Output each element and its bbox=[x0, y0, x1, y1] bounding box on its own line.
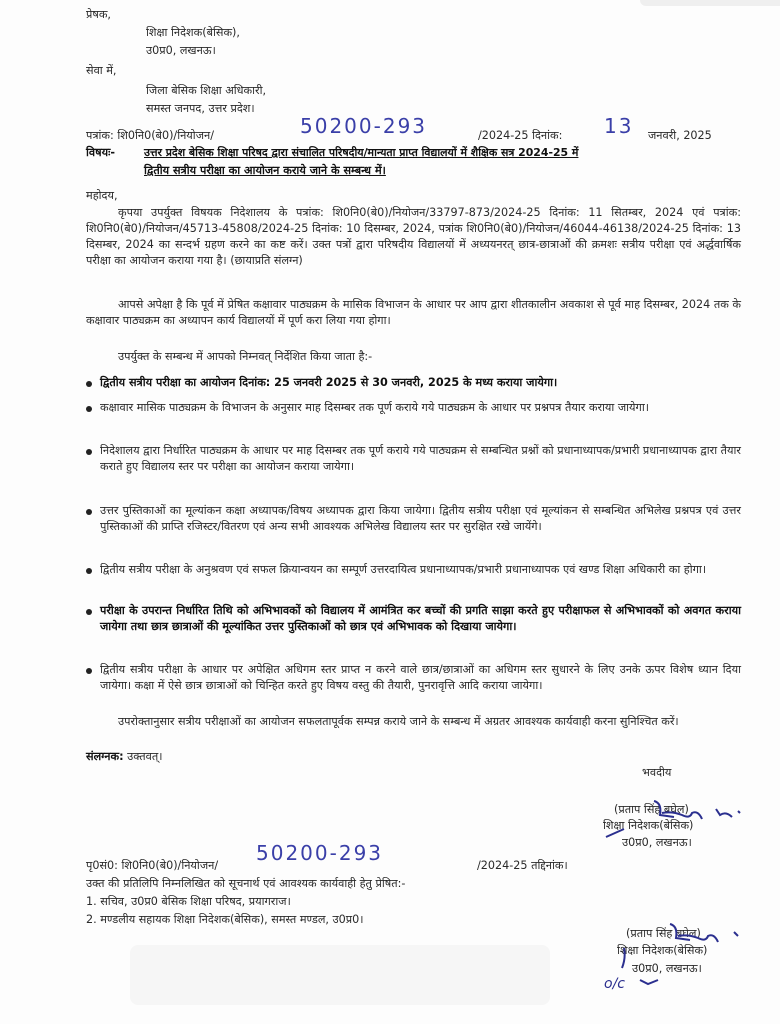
bullet-remedial: द्वितीय सत्रीय परीक्षा के आधार पर अपेक्षित अधिगम स्तर प्राप्त न करने वाले छात्र/छात्राओं का अधिगम स्तर सुधारने के लिए उनके ऊपर विशेष ध्यान दिया जायेगा। कक्षा में ऐसे छात्र छात्राओं को चिन्हित करते हुए विषय वस्तु की तैयारी, पुनरावृत्ति आदि कराया जायेगा। bbox=[100, 663, 741, 692]
paragraph-references: कृपया उपर्युक्त विषयक निदेशालय के पत्रांक: शि0नि0(बे0)/नियोजन/33797-873/2024-25 दिनांक: 11 सितम्बर, 2024 एवं पत्रांक: शि0नि0(बे0)/नियोजन/45713-45808/2024-25 दिनांक: 10 दिसम्बर, 2024, पत्रांक शि0नि0(बे0)/नियोजन/46044-46138/2024-25 दिनांक: 13 दिसम्बर, 2024 का सन्दर्भ ग्रहण करने का कष्ट करें। उक्त पत्रों द्वारा परिषदीय विद्यालयों में अध्ययनरत् छात्र-छात्राओं की क्रमशः सत्रीय परीक्षा एवं अर्द्धवार्षिक परीक्षा का आयोजन कराया गया है। (छायाप्रति संलग्न) bbox=[86, 206, 741, 267]
bullet-school-level-exam: निदेशालय द्वारा निर्धारित पाठ्यक्रम के आधार पर माह दिसम्बर तक पूर्ण कराये गये पाठ्यक्रम से सम्बन्धित प्रश्नों को प्रधानाध्यापक/प्रभारी प्रधानाध्यापक द्वारा तैयार कराते हुए विद्यालय स्तर पर परीक्षा का आयोजन कराया जायेगा। bbox=[100, 444, 741, 473]
signatory-2-place: उ0प्र0, लखनऊ। bbox=[632, 962, 702, 975]
bullet-icon bbox=[86, 449, 92, 455]
page-corner-shadow bbox=[640, 0, 780, 6]
bullet-icon bbox=[86, 406, 92, 412]
signatory-2-name: (प्रताप सिंह बघेल) bbox=[626, 927, 701, 940]
letter-ref-year: /2024-25 दिनांक: bbox=[478, 129, 563, 142]
signature-2-mark bbox=[610, 918, 780, 998]
bullet-question-paper: कक्षावार मासिक पाठ्यक्रम के विभाजन के अनुसार माह दिसम्बर तक पूर्ण कराये गये पाठ्यक्रम के आधार पर प्रश्नपत्र तैयार कराया जायेगा। bbox=[100, 401, 649, 414]
enclosure-value: उक्तवत्। bbox=[127, 750, 163, 763]
paragraph-expectation: आपसे अपेक्षा है कि पूर्व में प्रेषित कक्षावार पाठ्यक्रम के मासिक विभाजन के आधार पर आप द्वारा शीतकालीन अवकाश से पूर्व माह दिसम्बर, 2024 तक के कक्षावार पाठ्यक्रम का अध्यापन कार्य विद्यालयों में पूर्ण करा लिया गया होगा। bbox=[86, 298, 741, 327]
handwritten-letter-number: 50200-293 bbox=[300, 114, 428, 138]
signature-mark bbox=[596, 795, 766, 845]
sender-name: शिक्षा निदेशक(बेसिक), bbox=[146, 26, 240, 39]
recipient-label: सेवा में, bbox=[86, 64, 117, 77]
handwritten-note: o/c bbox=[604, 976, 625, 992]
subject-line-1: उत्तर प्रदेश बेसिक शिक्षा परिषद द्वारा संचालित परिषदीय/मान्यता प्राप्त विद्यालयों में शैक्षिक सत्र 2024-25 में bbox=[144, 146, 579, 159]
salutation: महोदय, bbox=[86, 189, 118, 202]
letter-ref-month-year: जनवरी, 2025 bbox=[648, 129, 712, 142]
signatory-2-title: शिक्षा निदेशक(बेसिक) bbox=[617, 944, 708, 957]
bullet-icon bbox=[86, 381, 92, 387]
endorsement-prefix: पृ0सं0: शि0नि0(बे0)/नियोजन/ bbox=[86, 859, 219, 872]
endorsement-suffix: /2024-25 तद्दिनांक। bbox=[477, 859, 568, 872]
bullet-icon bbox=[86, 609, 92, 615]
bullet-exam-dates: द्वितीय सत्रीय परीक्षा का आयोजन दिनांक: 25 जनवरी 2025 से 30 जनवरी, 2025 के मध्य कराया जायेगा। bbox=[100, 376, 558, 389]
recipient-name: जिला बेसिक शिक्षा अधिकारी, bbox=[146, 84, 267, 97]
signatory-place: उ0प्र0, लखनऊ। bbox=[622, 836, 692, 849]
letter-ref-prefix: पत्रांक: शि0नि0(बे0)/नियोजन/ bbox=[86, 129, 214, 142]
closing-paragraph: उपरोक्तानुसार सत्रीय परीक्षाओं का आयोजन सफलतापूर्वक सम्पन्न कराये जाने के सम्बन्ध में अग्रतर आवश्यक कार्यवाही करना सुनिश्चित करें। bbox=[118, 715, 679, 728]
handwritten-day: 13 bbox=[604, 114, 634, 138]
subject-line-2: द्वितीय सत्रीय परीक्षा का आयोजन कराये जाने के सम्बन्ध में। bbox=[144, 164, 386, 177]
bullet-parent-meeting: परीक्षा के उपरान्त निर्धारित तिथि को अभिभावकों को विद्यालय में आमंत्रित कर बच्चों की प्रगति साझा करते हुए परीक्षाफल से अभिभावकों को अवगत कराया जायेगा तथा छात्र छात्राओं की मूल्यांकित उत्तर पुस्तिकाओं को छात्र एवं अभिभावक को दिखाया जायेगा। bbox=[100, 604, 741, 633]
bullet-icon bbox=[86, 668, 92, 674]
sender-label: प्रेषक, bbox=[86, 8, 111, 21]
bullet-icon bbox=[86, 509, 92, 515]
subject-label: विषयः- bbox=[86, 146, 115, 159]
bullet-evaluation: उत्तर पुस्तिकाओं का मूल्यांकन कक्षा अध्यापक/विषय अध्यापक द्वारा किया जायेगा। द्वितीय सत्रीय परीक्षा एवं मूल्यांकन से सम्बन्धित अभिलेख प्रश्नपत्र एवं उत्तर पुस्तिकाओं की प्राप्ति रजिस्टर/वितरण एवं अन्य सभी आवश्यक अभिलेख विद्यालय स्तर पर सुरक्षित रखे जायेंगे। bbox=[100, 504, 741, 533]
signatory-title: शिक्षा निदेशक(बेसिक) bbox=[603, 819, 694, 832]
sender-place: उ0प्र0, लखनऊ। bbox=[146, 44, 216, 57]
paragraph-directive-intro: उपर्युक्त के सम्बन्ध में आपको निम्नवत् निर्देशित किया जाता है:- bbox=[118, 350, 373, 363]
signatory-name: (प्रताप सिंह बघेल) bbox=[614, 803, 689, 816]
bullet-icon bbox=[86, 568, 92, 574]
scan-smudge bbox=[130, 945, 550, 1005]
endorsement-intro: उक्त की प्रतिलिपि निम्नलिखित को सूचनार्थ एवं आवश्यक कार्यवाही हेतु प्रेषित:- bbox=[86, 877, 406, 890]
bullet-monitoring: द्वितीय सत्रीय परीक्षा के अनुश्रवण एवं सफल क्रियान्वयन का सम्पूर्ण उत्तरदायित्व प्रधानाध्यापक/प्रभारी प्रधानाध्यापक एवं खण्ड शिक्षा अधिकारी का होगा। bbox=[100, 563, 707, 576]
handwritten-endorsement-number: 50200-293 bbox=[256, 841, 384, 865]
copy-recipient-1: 1. सचिव, उ0प्र0 बेसिक शिक्षा परिषद, प्रयागराज। bbox=[86, 895, 291, 908]
copy-recipient-2: 2. मण्डलीय सहायक शिक्षा निदेशक(बेसिक), समस्त मण्डल, उ0प्र0। bbox=[86, 913, 364, 926]
enclosure-label: संलग्नक: bbox=[86, 750, 124, 763]
valediction: भवदीय bbox=[642, 766, 672, 779]
recipient-place: समस्त जनपद, उत्तर प्रदेश। bbox=[146, 102, 255, 115]
